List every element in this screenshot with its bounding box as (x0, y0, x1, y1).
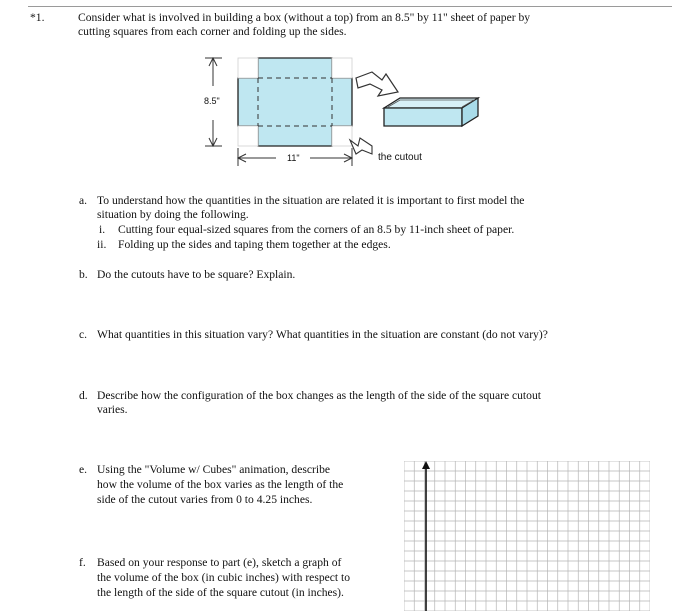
cutout-corner-tr (332, 58, 352, 78)
fold-arrow-icon (356, 72, 398, 96)
part-a-line-1: To understand how the quantities in the situation are related it is important to first model the (97, 194, 525, 207)
y-axis-arrow-icon (422, 461, 430, 469)
part-a-sub-ii-num: ii. (97, 238, 107, 251)
part-a-sub-i-num: i. (99, 223, 106, 236)
question-number: *1. (30, 11, 45, 24)
part-e-line-3: side of the cutout varies from 0 to 4.25 inches. (97, 493, 313, 506)
width-label: 11" (287, 153, 300, 163)
open-box-3d (384, 98, 478, 126)
part-d-line-2: varies. (97, 403, 128, 416)
cutout-corner-bl (238, 126, 258, 146)
top-rule (28, 6, 672, 7)
part-f-line-1: Based on your response to part (e), sketch a graph of (97, 556, 342, 569)
height-label: 8.5" (204, 96, 220, 106)
part-e-letter: e. (79, 463, 88, 476)
fold-lines (258, 78, 332, 126)
part-d-letter: d. (79, 389, 88, 402)
question-line-2: cutting squares from each corner and folding up the sides. (78, 25, 347, 38)
part-f-line-3: the length of the side of the square cutout (in inches). (97, 586, 344, 599)
part-c-letter: c. (79, 328, 88, 341)
part-e-line-1: Using the "Volume w/ Cubes" animation, describe (97, 463, 331, 476)
part-b-letter: b. (79, 268, 88, 281)
part-b-text: Do the cutouts have to be square? Explain. (97, 268, 296, 281)
question-line-1: Consider what is involved in building a box (without a top) from an 8.5" by 11" sheet of paper by (78, 11, 531, 24)
cutout-corner-br (332, 126, 352, 146)
graph-paper-grid (404, 461, 650, 611)
part-f-line-2: the volume of the box (in cubic inches) with respect to (97, 571, 351, 584)
part-f-letter: f. (79, 556, 86, 569)
part-a-line-2: situation by doing the following. (97, 208, 249, 221)
part-a-letter: a. (79, 194, 88, 207)
cutout-arrow-icon (350, 138, 372, 154)
cutout-label: the cutout (378, 152, 422, 163)
part-e-line-2: how the volume of the box varies as the length of the (97, 478, 344, 491)
part-d-line-1: Describe how the configuration of the box changes as the length of the side of the square cutout (97, 389, 541, 402)
part-a-sub-i: Cutting four equal-sized squares from the corners of an 8.5 by 11-inch sheet of paper. (118, 223, 515, 236)
cutout-corner-tl (238, 58, 258, 78)
part-c-text: What quantities in this situation vary? What quantities in the situation are constant (do not vary)? (97, 328, 548, 341)
part-a-sub-ii: Folding up the sides and taping them together at the edges. (118, 238, 391, 251)
paper-sheet-net (238, 58, 352, 146)
